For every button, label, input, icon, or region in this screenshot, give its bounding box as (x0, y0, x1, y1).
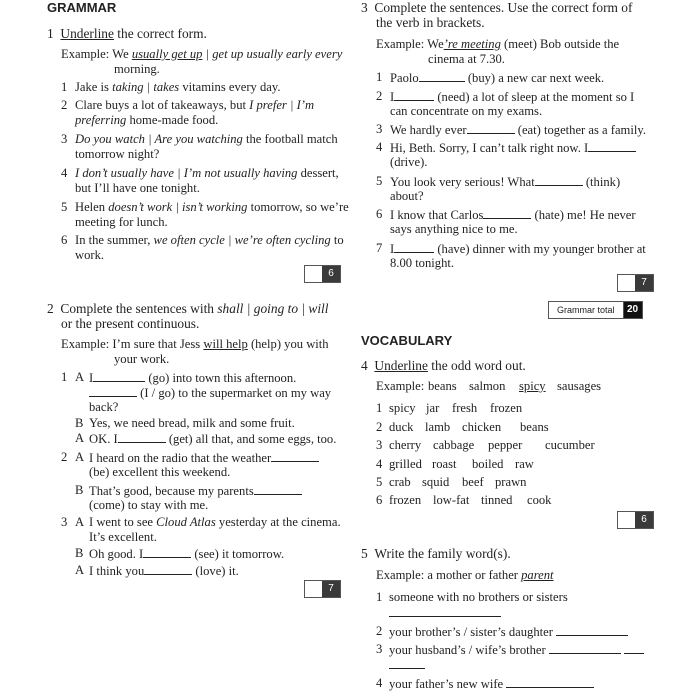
ex4-example-label: Example: (376, 379, 425, 393)
ex2-item-text: (see) it tomorrow. (191, 547, 285, 561)
ex2-example-line2: your work. (114, 352, 170, 366)
ex1-item-number: 4 (61, 166, 68, 180)
ex5-item-line (389, 624, 628, 640)
ex1-score-box (304, 265, 341, 283)
ex2-item-text: (I / go) to the supermarket on my way (137, 386, 332, 400)
ex3-item-line (390, 174, 620, 190)
ex5-item-number: 2 (376, 624, 383, 638)
ex2-score-input[interactable] (305, 581, 322, 597)
ex4-word-option[interactable]: boiled (472, 457, 504, 471)
ex2-item-line (89, 465, 230, 480)
ex3-item-text: I (390, 242, 395, 256)
ex1-score-max: 6 (322, 266, 340, 282)
ex2-instruction (47, 301, 329, 316)
ex1-item-text: the football match (242, 132, 338, 146)
ex4-word-option[interactable]: cherry (389, 438, 422, 452)
ex1-item-line (75, 248, 104, 263)
ex3-item-number: 6 (376, 207, 383, 221)
ex3-answer-blank[interactable] (588, 140, 636, 152)
grammar-heading: GRAMMAR (47, 0, 117, 15)
ex1-item-text: home-made food. (126, 113, 219, 127)
grammar-total-box (548, 301, 643, 319)
ex1-item-line (75, 215, 168, 230)
ex2-answer-blank[interactable] (93, 370, 145, 382)
ex3-item-text: can concentrate on my exams. (390, 104, 543, 118)
ex1-item-number: 1 (61, 80, 68, 94)
ex5-item-text: your father’s new wife (389, 677, 504, 691)
ex1-item-text: to (330, 233, 344, 247)
ex3-item-text: (think) (582, 175, 621, 189)
ex3-item-line (390, 104, 542, 119)
ex1-item-line (75, 80, 281, 95)
ex1-instruction-underline: Underline (60, 26, 114, 41)
ex2-speaker: B (75, 483, 84, 497)
ex4-word-option[interactable]: cook (527, 493, 552, 507)
ex3-example-post: (meet) Bob outside the (500, 37, 620, 51)
ex2-instruction-line2: or the present continuous. (61, 316, 200, 331)
ex1-item-text: Clare buys a lot of takeaways, but (75, 98, 250, 112)
ex5-item-line (389, 590, 568, 605)
ex5-example-answer: parent (521, 568, 554, 582)
ex2-speaker: A (75, 563, 85, 577)
ex4-word-option[interactable]: crab (389, 475, 411, 489)
ex1-item-options[interactable]: preferring (75, 113, 127, 127)
ex4-word-option[interactable]: jar (426, 401, 440, 415)
ex2-item-text: Yes, we need bread, milk and some fruit. (89, 416, 295, 430)
ex3-item-line (390, 155, 427, 170)
grammar-total-score: 20 (624, 302, 642, 318)
ex3-example-pre: We (424, 37, 444, 51)
ex4-word-option[interactable]: spicy (389, 401, 416, 415)
ex4-row-number: 1 (376, 401, 383, 415)
ex3-item-text: Paolo (390, 71, 419, 85)
ex2-item-title: Cloud Atlas (156, 515, 216, 529)
ex5-example-label: Example: (376, 568, 425, 582)
ex5-item-text: someone with no brothers or sisters (389, 590, 568, 604)
ex1-item-options[interactable]: we often cycle | we’re often cycling (153, 233, 331, 247)
ex4-score-box (617, 511, 654, 529)
ex2-score-box (304, 580, 341, 598)
ex2-speaker: A (75, 431, 85, 445)
ex1-item-text: but I’ll have one tonight. (75, 181, 200, 195)
ex2-item-number: 2 (61, 450, 68, 464)
ex4-word-option[interactable]: low-fat (433, 493, 470, 507)
ex1-item-number: 6 (61, 233, 68, 247)
ex2-item-text: (love) it. (192, 564, 239, 578)
ex5-item-line (389, 642, 644, 658)
ex2-item-line (89, 370, 296, 386)
ex2-item-text: It’s excellent. (89, 530, 157, 544)
ex5-item-line (389, 676, 594, 692)
ex3-item-text: about? (390, 189, 424, 203)
ex1-item-options[interactable]: taking | takes (112, 80, 180, 94)
ex3-item-line (390, 241, 646, 257)
ex4-instruction-underline: Underline (374, 358, 428, 373)
ex2-item-text: I heard on the radio that the weather (89, 451, 272, 465)
ex3-instruction-text: Complete the sentences. Use the correct form of (374, 0, 633, 15)
ex1-item-text: tomorrow, so we’re (247, 200, 349, 214)
ex1-item-line (75, 98, 314, 113)
ex2-answer-blank[interactable] (89, 385, 137, 397)
ex2-example-label: Example: (61, 337, 110, 351)
ex3-example (376, 37, 619, 52)
ex4-score-max: 6 (635, 512, 653, 528)
ex3-item-line (390, 89, 634, 105)
ex1-example-answer: usually get up (131, 47, 203, 61)
ex3-item-text: (drive). (390, 155, 428, 169)
ex5-item-number: 4 (376, 676, 383, 690)
ex1-item-text: Jake is (75, 80, 113, 94)
ex2-score-max: 7 (322, 581, 340, 597)
ex5-number: 5 (361, 546, 368, 561)
ex3-answer-blank[interactable] (394, 89, 434, 101)
ex5-answer-blank[interactable] (389, 605, 501, 617)
ex3-answer-blank[interactable] (394, 241, 434, 253)
ex3-item-number: 4 (376, 140, 383, 154)
ex1-item-text: work. (75, 248, 105, 262)
ex2-answer-blank[interactable] (144, 563, 192, 575)
ex4-word-option[interactable]: grilled (389, 457, 422, 471)
ex2-item-number: 3 (61, 515, 68, 529)
ex3-item-number: 3 (376, 122, 383, 136)
ex3-score-box (617, 274, 654, 292)
ex5-item-text: your husband’s / wife’s brother (389, 643, 546, 657)
ex2-item-line (89, 530, 157, 545)
ex2-item-line (89, 515, 341, 530)
ex2-item-text: back? (89, 400, 119, 414)
ex1-number: 1 (47, 26, 54, 41)
ex3-item-text: (have) dinner with my younger brother at (434, 242, 646, 256)
ex2-speaker: B (75, 416, 84, 430)
ex1-item-text: meeting for lunch. (75, 215, 168, 229)
ex2-item-text: That’s good, because my parents (89, 484, 254, 498)
ex2-answer-blank[interactable] (271, 450, 319, 462)
ex5-instruction-text: Write the family word(s). (374, 546, 511, 561)
ex1-example-options: | get up usually early every (202, 47, 343, 61)
ex3-item-line (390, 189, 424, 204)
ex3-item-number: 2 (376, 89, 383, 103)
ex2-item-line (89, 431, 336, 447)
ex2-instruction-text: Complete the sentences with (60, 301, 218, 316)
ex5-example-text: a mother or father (424, 568, 522, 582)
ex4-word-option[interactable]: squid (422, 475, 450, 489)
ex4-word-option[interactable]: raw (515, 457, 534, 471)
ex1-item-options[interactable]: I prefer | I’m (249, 98, 315, 112)
ex3-answer-blank[interactable] (535, 174, 583, 186)
ex2-speaker: A (75, 450, 85, 464)
ex2-item-text: (come) to stay with me. (89, 498, 209, 512)
ex5-instruction (361, 546, 511, 561)
ex3-item-text: I (390, 90, 395, 104)
ex2-example (61, 337, 329, 352)
ex3-item-text: says anything nice to me. (390, 222, 518, 236)
ex2-answer-blank[interactable] (118, 431, 166, 443)
ex4-word-option[interactable]: beef (462, 475, 484, 489)
ex4-word-option[interactable]: cabbage (433, 438, 475, 452)
ex1-item-options[interactable]: I don’t usually have | I’m not usually having (75, 166, 298, 180)
ex5-answer-blank[interactable] (624, 642, 644, 654)
ex3-item-line (390, 140, 636, 156)
ex3-item-line (390, 122, 646, 138)
ex2-item-line (89, 450, 319, 466)
ex2-answer-blank[interactable] (143, 546, 191, 558)
ex2-number: 2 (47, 301, 54, 316)
ex2-item-text: (go) into town this afternoon. (145, 371, 297, 385)
ex4-word-option[interactable]: pepper (488, 438, 523, 452)
ex2-item-text: yesterday at the cinema. (215, 515, 341, 529)
ex1-item-number: 2 (61, 98, 68, 112)
ex2-item-text: (get) all that, and some eggs, too. (165, 432, 337, 446)
ex1-item-number: 5 (61, 200, 68, 214)
ex2-item-line (89, 563, 239, 579)
ex1-item-number: 3 (61, 132, 68, 146)
ex3-answer-blank[interactable] (467, 122, 515, 134)
ex1-instruction (47, 26, 207, 41)
ex2-instruction-options: shall | going to | will (217, 301, 329, 316)
ex5-item-number: 3 (376, 642, 383, 656)
ex3-item-text: I know that Carlos (390, 208, 484, 222)
ex5-item-text: your brother’s / sister’s daughter (389, 625, 553, 639)
ex1-score-input[interactable] (305, 266, 322, 282)
ex3-answer-blank[interactable] (483, 207, 531, 219)
ex2-item-number: 1 (61, 370, 68, 384)
ex2-item-text: Oh good. I (89, 547, 144, 561)
ex1-item-line (75, 166, 339, 181)
ex4-word-option[interactable]: frozen (490, 401, 523, 415)
ex4-word-option[interactable]: prawn (495, 475, 527, 489)
ex5-answer-blank[interactable] (389, 657, 425, 669)
ex1-item-options[interactable]: doesn’t work | isn’t working (108, 200, 248, 214)
ex3-example-label: Example: (376, 37, 425, 51)
ex4-word-option[interactable]: frozen (389, 493, 422, 507)
ex1-item-line (75, 181, 200, 196)
ex4-instruction (361, 358, 526, 373)
ex1-item-text: dessert, (297, 166, 339, 180)
ex4-word-option[interactable]: lamb (425, 420, 451, 434)
ex2-speaker: A (75, 515, 85, 529)
ex1-example-line2: morning. (114, 62, 160, 76)
ex3-item-number: 7 (376, 241, 383, 255)
ex3-example-answer: ’re meeting (443, 37, 501, 51)
ex1-item-text: In the summer, (75, 233, 154, 247)
ex3-example-line2: cinema at 7.30. (428, 52, 505, 66)
ex5-example (376, 568, 554, 583)
ex2-example-post: (help) you with (247, 337, 329, 351)
ex2-item-text: I (89, 371, 94, 385)
ex1-item-text: tomorrow night? (75, 147, 160, 161)
ex4-number: 4 (361, 358, 368, 373)
ex2-item-line (89, 400, 118, 415)
ex1-item-line (75, 200, 349, 215)
ex4-example-word: salmon (469, 379, 506, 393)
ex4-row-number: 5 (376, 475, 383, 489)
ex3-score-max: 7 (635, 275, 653, 291)
ex4-word-option[interactable]: duck (389, 420, 414, 434)
ex1-example-label: Example: (61, 47, 110, 61)
ex3-item-text: You look very serious! What (390, 175, 535, 189)
ex3-item-text: (need) a lot of sleep at the moment so I (434, 90, 635, 104)
ex4-word-option[interactable]: beans (520, 420, 549, 434)
ex4-word-option[interactable]: roast (432, 457, 457, 471)
ex3-item-text: 8.00 tonight. (390, 256, 455, 270)
ex3-instruction-line2: the verb in brackets. (376, 15, 485, 30)
ex5-item-number: 1 (376, 590, 383, 604)
ex3-number: 3 (361, 0, 368, 15)
ex3-item-number: 5 (376, 174, 383, 188)
ex4-row-number: 2 (376, 420, 383, 434)
ex1-instruction-rest: the correct form. (113, 26, 207, 41)
ex3-item-text: (buy) a new car next week. (464, 71, 605, 85)
ex3-item-line (390, 256, 454, 271)
ex4-word-option[interactable]: cucumber (545, 438, 595, 452)
ex2-item-line (89, 416, 295, 431)
ex4-row-number: 4 (376, 457, 383, 471)
ex2-item-line (89, 498, 208, 513)
ex3-item-text: Hi, Beth. Sorry, I can’t talk right now. I (390, 141, 589, 155)
ex3-item-text: (eat) together as a family. (514, 123, 646, 137)
ex4-example-word: sausages (557, 379, 602, 393)
ex3-item-line (390, 70, 604, 86)
ex1-item-line (75, 113, 218, 128)
ex2-item-line (89, 546, 284, 562)
ex2-speaker: A (75, 370, 85, 384)
ex4-word-option[interactable]: chicken (462, 420, 502, 434)
ex2-example-answer: will help (203, 337, 248, 351)
ex5-answer-blank[interactable] (506, 676, 594, 688)
ex5-answer-blank[interactable] (556, 624, 628, 636)
ex3-instruction (361, 0, 632, 15)
ex2-answer-blank[interactable] (254, 483, 302, 495)
ex4-score-input[interactable] (618, 512, 635, 528)
ex3-item-line (390, 222, 518, 237)
ex4-example-word: spicy (519, 379, 546, 393)
ex1-item-line (75, 147, 159, 162)
ex4-example-word: beans (428, 379, 457, 393)
ex3-score-input[interactable] (618, 275, 635, 291)
ex2-item-text: (be) excellent this weekend. (89, 465, 231, 479)
ex3-item-number: 1 (376, 70, 383, 84)
ex1-example (61, 47, 342, 62)
ex2-example-pre: I’m sure that Jess (109, 337, 204, 351)
ex3-answer-blank[interactable] (419, 70, 465, 82)
ex4-row-number: 3 (376, 438, 383, 452)
ex3-item-text: (hate) me! He never (531, 208, 636, 222)
ex1-example-pre: We (109, 47, 132, 61)
ex1-item-text: Helen (75, 200, 109, 214)
ex1-item-options[interactable]: Do you watch | Are you watching (75, 132, 243, 146)
ex4-instruction-rest: the odd word out. (427, 358, 526, 373)
grammar-total-label: Grammar total (549, 302, 624, 318)
ex4-word-option[interactable]: fresh (452, 401, 478, 415)
ex3-item-text: We hardly ever (390, 123, 467, 137)
ex1-item-line (75, 233, 344, 248)
ex2-item-text: I went to see (89, 515, 157, 529)
ex2-item-text: OK. I (89, 432, 118, 446)
ex1-item-text: vitamins every day. (179, 80, 281, 94)
ex4-row-number: 6 (376, 493, 383, 507)
ex3-item-line (390, 207, 636, 223)
ex2-item-line (89, 483, 302, 499)
ex2-item-text: I think you (89, 564, 145, 578)
vocabulary-heading: VOCABULARY (361, 333, 453, 348)
ex2-item-line (89, 385, 331, 401)
ex5-answer-blank[interactable] (549, 642, 621, 654)
ex2-speaker: B (75, 546, 84, 560)
ex4-word-option[interactable]: tinned (481, 493, 513, 507)
ex1-item-line (75, 132, 338, 147)
